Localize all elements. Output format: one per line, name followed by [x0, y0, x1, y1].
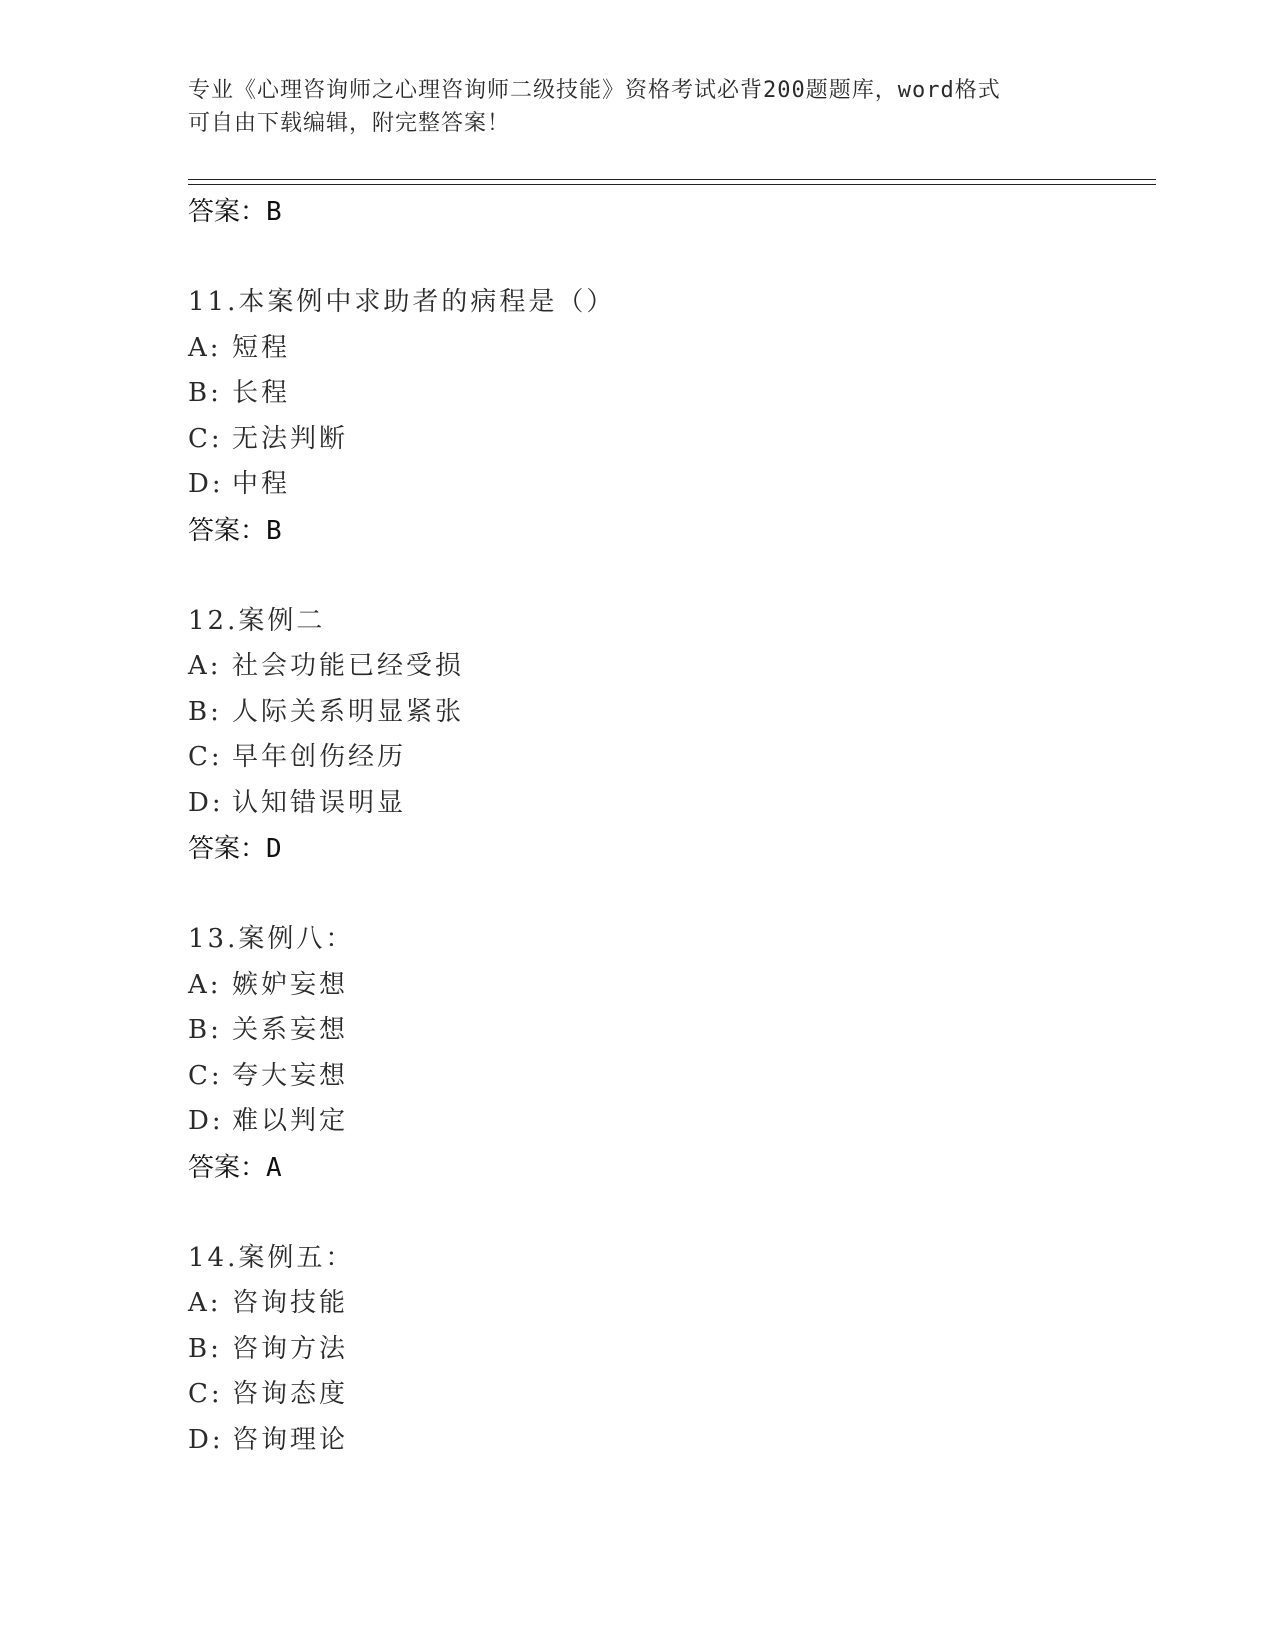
option-c [188, 1054, 1148, 1100]
option-a [188, 644, 1148, 690]
answer-line: 答案：B [188, 197, 282, 227]
header-divider-top [188, 179, 1156, 180]
option-a [188, 326, 1148, 372]
option-text: 社会功能已经受损 [232, 651, 465, 681]
option-key: A: [188, 969, 222, 1000]
option-d [188, 1099, 1148, 1145]
option-text: 嫉妒妄想 [232, 969, 349, 1000]
option-text: 无法判断 [232, 423, 349, 454]
question-title: 12.案例二 [188, 605, 326, 636]
answer-line: 答案：D [188, 834, 282, 864]
option-key: D: [188, 1424, 224, 1455]
header-line-1: 专业《心理咨询师之心理咨询师二级技能》资格考试必背200题题库，word格式 [188, 78, 1001, 103]
option-c [188, 417, 1148, 463]
option-key: A: [188, 332, 222, 363]
option-key: B: [188, 696, 222, 727]
option-c [188, 735, 1148, 781]
option-key: C: [188, 1060, 223, 1091]
option-text: 短程 [232, 332, 291, 363]
option-text: 认知错误明显 [232, 787, 407, 818]
option-key: A: [188, 1288, 222, 1318]
option-b [188, 1008, 1148, 1054]
option-text: 中程 [232, 469, 291, 499]
header-divider-bottom [188, 184, 1156, 185]
question-title: 11.本案例中求助者的病程是（） [188, 287, 616, 317]
option-d [188, 781, 1148, 827]
option-text: 咨询技能 [232, 1288, 349, 1318]
option-key: D: [188, 1106, 224, 1136]
option-key: C: [188, 423, 223, 454]
option-text: 难以判定 [232, 1106, 349, 1136]
option-key: C: [188, 742, 223, 772]
option-text: 咨询理论 [232, 1424, 349, 1455]
option-b [188, 1327, 1148, 1373]
option-text: 夸大妄想 [232, 1060, 349, 1091]
option-key: B: [188, 1015, 222, 1045]
document-header [188, 74, 1088, 140]
option-key: B: [188, 378, 222, 408]
option-d [188, 1418, 1148, 1464]
question-block [188, 280, 1148, 554]
question-block [188, 1236, 1148, 1464]
option-d [188, 462, 1148, 508]
option-key: D: [188, 787, 224, 818]
header-line-2: 可自由下载编辑，附完整答案！ [188, 111, 511, 136]
option-key: D: [188, 469, 224, 499]
option-text: 咨询态度 [232, 1379, 349, 1409]
option-text: 长程 [232, 378, 291, 408]
option-c [188, 1372, 1148, 1418]
question-list [188, 189, 1148, 1463]
answer-line: 答案：B [188, 515, 282, 546]
option-b [188, 690, 1148, 736]
option-text: 咨询方法 [232, 1333, 349, 1364]
answer-line: 答案：A [188, 1152, 282, 1183]
option-key: B: [188, 1333, 222, 1364]
option-key: C: [188, 1379, 223, 1409]
option-text: 人际关系明显紧张 [232, 696, 465, 727]
option-a [188, 1281, 1148, 1327]
option-b [188, 371, 1148, 417]
option-text: 关系妄想 [232, 1015, 349, 1045]
question-block [188, 599, 1148, 873]
question-block [188, 917, 1148, 1191]
question-title: 14.案例五： [188, 1242, 355, 1273]
option-text: 早年创伤经历 [232, 742, 407, 772]
option-a [188, 963, 1148, 1009]
question-title: 13.案例八： [188, 924, 355, 954]
option-key: A: [188, 651, 222, 681]
